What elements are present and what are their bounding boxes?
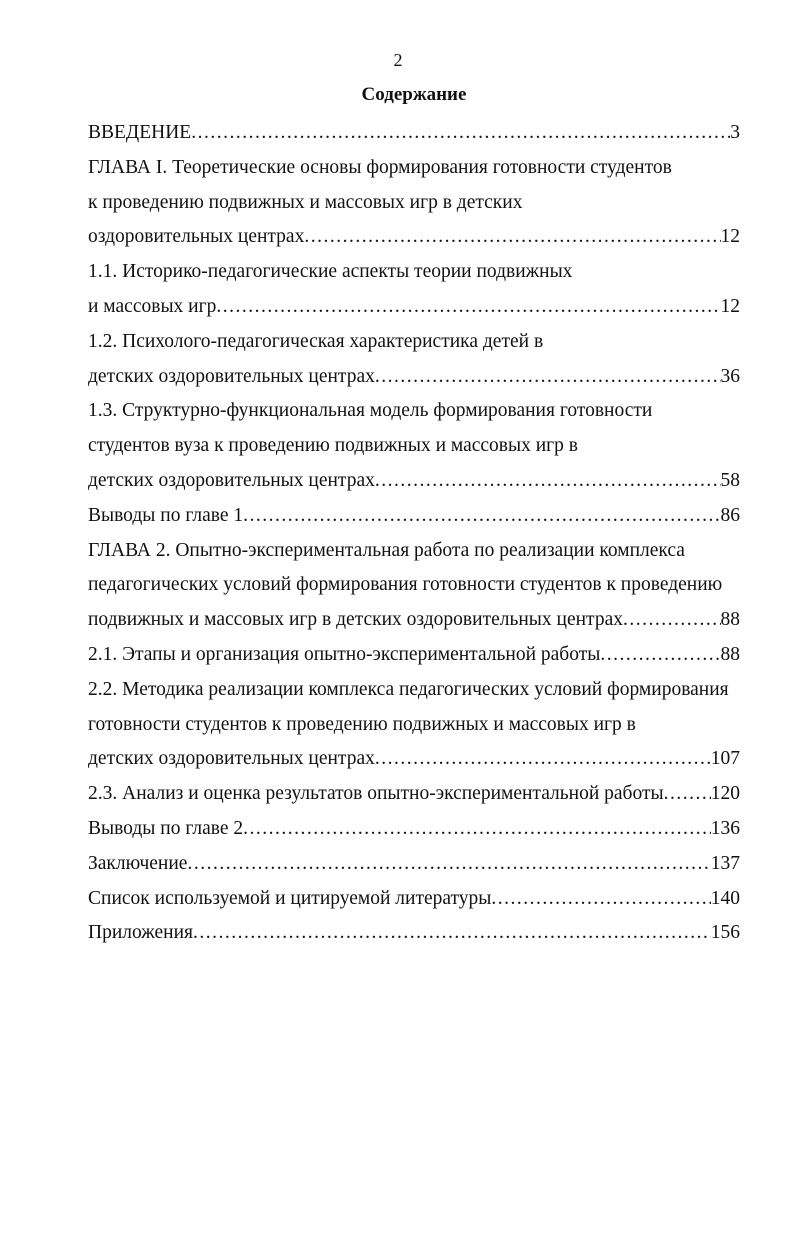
toc-entry-line	[88, 708, 740, 743]
toc-entry-line	[88, 186, 740, 221]
toc-leader-dots	[243, 499, 720, 534]
toc-leader-dots	[187, 847, 710, 882]
toc-entry-text: педагогических условий формирования готовности студентов к проведению	[88, 574, 723, 596]
toc-entry-line	[88, 429, 740, 464]
toc-page-number: 86	[720, 504, 740, 526]
toc-entry-line	[88, 151, 740, 186]
toc-entry-line	[88, 290, 740, 325]
toc-page-number: 156	[710, 922, 740, 944]
toc-page-number: 120	[710, 783, 740, 805]
toc-leader-dots	[375, 464, 721, 499]
toc-entry-line	[88, 220, 740, 255]
toc-entry-line	[88, 360, 740, 395]
toc-leader-dots	[375, 742, 711, 777]
toc-entry-text: детских оздоровительных центрах	[88, 748, 375, 770]
toc-entry-line	[88, 882, 740, 917]
toc-entry-text: студентов вуза к проведению подвижных и массовых игр в	[88, 435, 578, 457]
toc-leader-dots	[243, 812, 711, 847]
toc-page-number: 12	[720, 226, 740, 248]
toc-entry-text: Выводы по главе 2	[88, 817, 244, 839]
toc-leader-dots	[375, 360, 721, 395]
toc-entry-text: 1.3. Структурно-функциональная модель формирования готовности	[88, 400, 653, 422]
page-number: 2	[393, 50, 403, 70]
toc-entry-text: 2.1. Этапы и организация опытно-экспериментальной работы	[88, 643, 601, 665]
toc-page-number: 88	[720, 609, 740, 631]
toc-leader-dots	[193, 916, 711, 951]
toc-entry-text: к проведению подвижных и массовых игр в детских	[88, 191, 523, 213]
toc-page-number: 137	[710, 852, 740, 874]
toc-entry-text: 1.1. Историко-педагогические аспекты теории подвижных	[88, 261, 573, 283]
toc-leader-dots	[600, 638, 720, 673]
toc-entry-line	[88, 116, 740, 151]
toc-entry-text: 2.2. Методика реализации комплекса педагогических условий формирования	[88, 678, 729, 700]
toc-entry-text: оздоровительных центрах	[88, 226, 305, 248]
toc-entry-text: детских оздоровительных центрах	[88, 469, 375, 491]
toc-entry-line	[88, 534, 740, 569]
toc-leader-dots	[216, 290, 720, 325]
toc-entry-text: подвижных и массовых игр в детских оздоровительных центрах	[88, 609, 623, 631]
toc-entry-text: Список используемой и цитируемой литературы	[88, 887, 492, 909]
toc-entry-text: ВВЕДЕНИЕ	[88, 122, 192, 143]
toc-entry-text: 2.3. Анализ и оценка результатов опытно-экспериментальной работы	[88, 783, 664, 805]
toc-leader-dots	[664, 777, 711, 812]
table-of-contents	[88, 116, 740, 951]
toc-page-number: 12	[720, 295, 740, 317]
toc-entry-line	[88, 812, 740, 847]
toc-entry-line	[88, 742, 740, 777]
toc-page-number: 58	[720, 469, 740, 491]
toc-entry-text: ГЛАВА 2. Опытно-экспериментальная работа по реализации комплекса	[88, 539, 685, 561]
toc-entry-text: Выводы по главе 1	[88, 504, 244, 526]
toc-entry-text: Заключение	[88, 852, 188, 874]
toc-entry-text: готовности студентов к проведению подвижных и массовых игр в	[88, 713, 636, 735]
toc-entry-line	[88, 638, 740, 673]
toc-page-number: 88	[720, 643, 740, 665]
toc-entry-line	[88, 464, 740, 499]
toc-entry-line	[88, 394, 740, 429]
toc-entry-line	[88, 847, 740, 882]
toc-page-number: 136	[710, 817, 740, 839]
toc-entry-text: 1.2. Психолого-педагогическая характеристика детей в	[88, 330, 544, 352]
toc-page-number: 107	[710, 748, 740, 770]
toc-page-number: 140	[710, 887, 740, 909]
toc-entry-line	[88, 916, 740, 951]
toc-entry-line	[88, 255, 740, 290]
toc-entry-text: и массовых игр	[88, 295, 217, 317]
toc-entry-line	[88, 603, 740, 638]
toc-entry-line	[88, 777, 740, 812]
toc-leader-dots	[191, 116, 730, 151]
toc-leader-dots	[491, 882, 710, 917]
toc-title: Содержание	[361, 84, 467, 105]
toc-entry-line	[88, 325, 740, 360]
toc-leader-dots	[304, 220, 720, 255]
toc-entry-text: детских оздоровительных центрах	[88, 365, 375, 387]
toc-entry-text: Приложения	[88, 922, 193, 944]
toc-page-number: 36	[720, 365, 740, 387]
toc-entry-line	[88, 568, 740, 603]
toc-leader-dots	[623, 603, 721, 638]
toc-entry-line	[88, 673, 740, 708]
toc-entry-text: ГЛАВА I. Теоретические основы формирования готовности студентов	[88, 156, 672, 178]
toc-page-number: 3	[730, 122, 740, 143]
toc-entry-line	[88, 499, 740, 534]
